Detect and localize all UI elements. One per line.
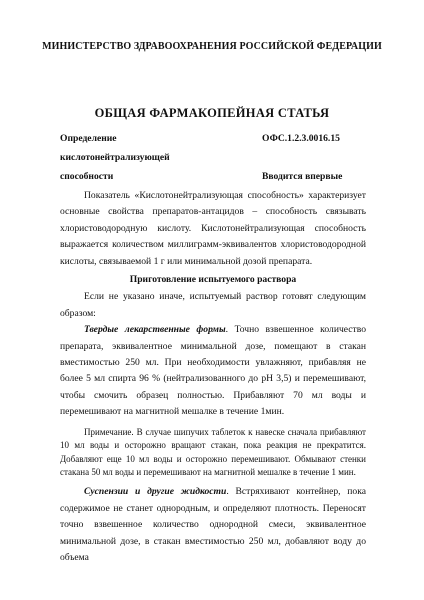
article-status: Вводится впервые bbox=[262, 171, 343, 182]
suspensions-text: . Встряхивают контейнер, пока содержимое не станет однородным, и определяют плотность. Переносят точно взвешенное количество однородной смеси, эквивалентное минимальной дозе, в стакан вместимостью 250 мл, добавляют воду до объема bbox=[60, 486, 367, 563]
prep-intro-paragraph: Если не указано иначе, испытуемый раствор готовят следующим образом: bbox=[60, 291, 366, 319]
article-name-line: Определение bbox=[60, 133, 117, 144]
article-name-line: способности bbox=[60, 171, 114, 182]
article-code: ОФС.1.2.3.0016.15 bbox=[262, 133, 340, 144]
solid-forms-paragraph bbox=[60, 322, 366, 420]
suspensions-paragraph bbox=[60, 484, 366, 566]
document-title: ОБЩАЯ ФАРМАКОПЕЙНАЯ СТАТЬЯ bbox=[94, 106, 330, 120]
note-paragraph: Примечание. В случае шипучих таблеток к навеске сначала прибавляют 10 мл воды и осторожно вращают стакан, пока реакция не прекратится. Добавляют еще 10 мл воды и осторожно перемешивают. Обмывают стенки стакана 50 мл воды и перемешивают на магнитной мешалке в течение 1 мин. bbox=[60, 426, 366, 477]
intro-paragraph: Показатель «Кислотонейтрализующая способность» характеризует основные свойства препаратов-антацидов – способность связывать хлористоводородную кислоту. Кислотонейтрализующая способность выражается количеством миллиграмм-эквивалентов хлористоводородной кислоты, связываемой 1 г или минимальной дозой препарата. bbox=[60, 190, 366, 267]
suspensions-label: Суспензии и другие жидкости bbox=[84, 486, 227, 498]
document-body bbox=[60, 188, 366, 566]
article-name-line: кислотонейтрализующей bbox=[60, 152, 170, 163]
solid-forms-label: Твердые лекарственные формы bbox=[84, 324, 226, 336]
section-heading: Приготовление испытуемого раствора bbox=[129, 274, 297, 286]
ministry-header: МИНИСТЕРСТВО ЗДРАВООХРАНЕНИЯ РОССИЙСКОЙ ФЕДЕРАЦИИ bbox=[42, 41, 382, 52]
article-name bbox=[60, 129, 240, 186]
solid-forms-text: . Точно взвешенное количество препарата, эквивалентное минимальной дозе, помещают в стакан вместимостью 250 мл. При необходимости увлажняют, прибавляя не более 5 мл спирта 96 % (нейтрализованного до pH 3,5) и перемешивают, чтобы смочить образец полностью. Прибавляют 70 мл воды и перемешивают на магнитной мешалке в течение 1мин. bbox=[60, 324, 366, 418]
